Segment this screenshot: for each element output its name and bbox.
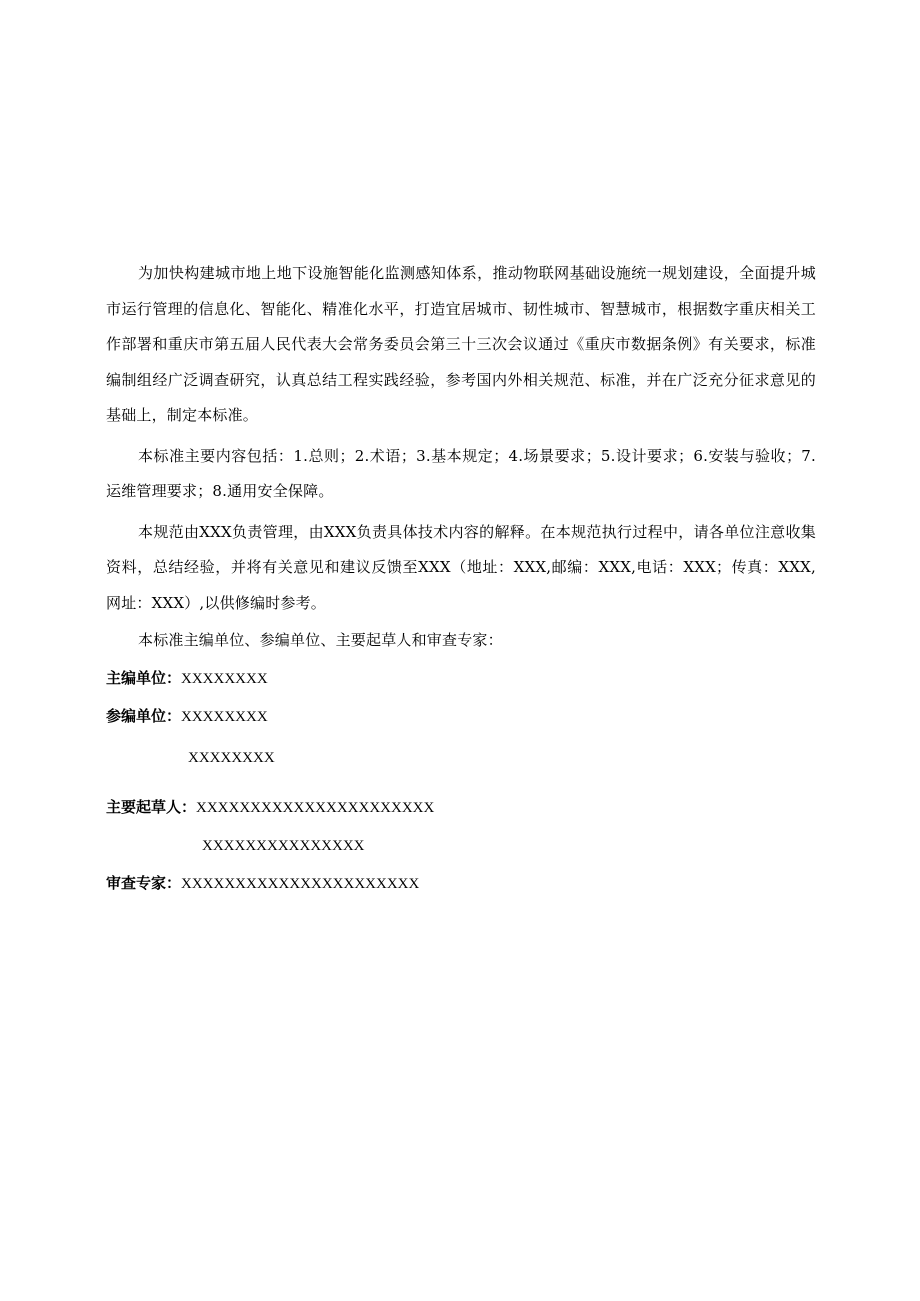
contributors-intro: 本标准主编单位、参编单位、主要起草人和审查专家： — [138, 631, 503, 649]
main-drafters-value: XXXXXXXXXXXXXXX — [202, 837, 365, 854]
participating-units-continuation — [106, 740, 816, 776]
review-experts-row — [106, 866, 816, 902]
review-experts-label: 审查专家： — [106, 873, 182, 892]
chief-unit-label: 主编单位： — [106, 668, 182, 687]
management-paragraph: 本规范由XXX负责管理，由XXX负责具体技术内容的解释。在本规范执行过程中，请各单位注意收集资料，总结经验，并将有关意见和建议反馈至XXX（地址：XXX,邮编：XXX,电话：XXX；传真：XXX,网址：XXX）,以供修编时参考。 — [106, 522, 816, 612]
chief-unit-row — [106, 661, 816, 697]
participating-units-label: 参编单位： — [106, 706, 182, 725]
main-drafters-label: 主要起草人： — [106, 797, 197, 816]
main-drafters-value: XXXXXXXXXXXXXXXXXXXXXX — [196, 799, 435, 816]
participating-unit-value: XXXXXXXX — [188, 749, 275, 766]
main-drafters-row — [106, 790, 816, 826]
participating-unit-value: XXXXXXXX — [181, 708, 268, 725]
participating-units-row — [106, 699, 816, 735]
document-body — [106, 256, 816, 902]
review-experts-value: XXXXXXXXXXXXXXXXXXXXXX — [181, 875, 420, 892]
main-drafters-continuation — [106, 828, 816, 864]
contents-paragraph: 本标准主要内容包括：1.总则；2.术语；3.基本规定；4.场景要求；5.设计要求；6.安装与验收；7.运维管理要求；8.通用安全保障。 — [106, 446, 816, 500]
preface-paragraph: 为加快构建城市地上地下设施智能化监测感知体系，推动物联网基础设施统一规划建设，全面提升城市运行管理的信息化、智能化、精准化水平，打造宜居城市、韧性城市、智慧城市，根据数字重庆相关工作部署和重庆市第五届人民代表大会常务委员会第三十三次会议通过《重庆市数据条例》有关要求，标准编制组经广泛调查研究，认真总结工程实践经验，参考国内外相关规范、标准，并在广泛充分征求意见的基础上，制定本标准。 — [106, 264, 816, 424]
chief-unit-value: XXXXXXXX — [181, 670, 268, 687]
